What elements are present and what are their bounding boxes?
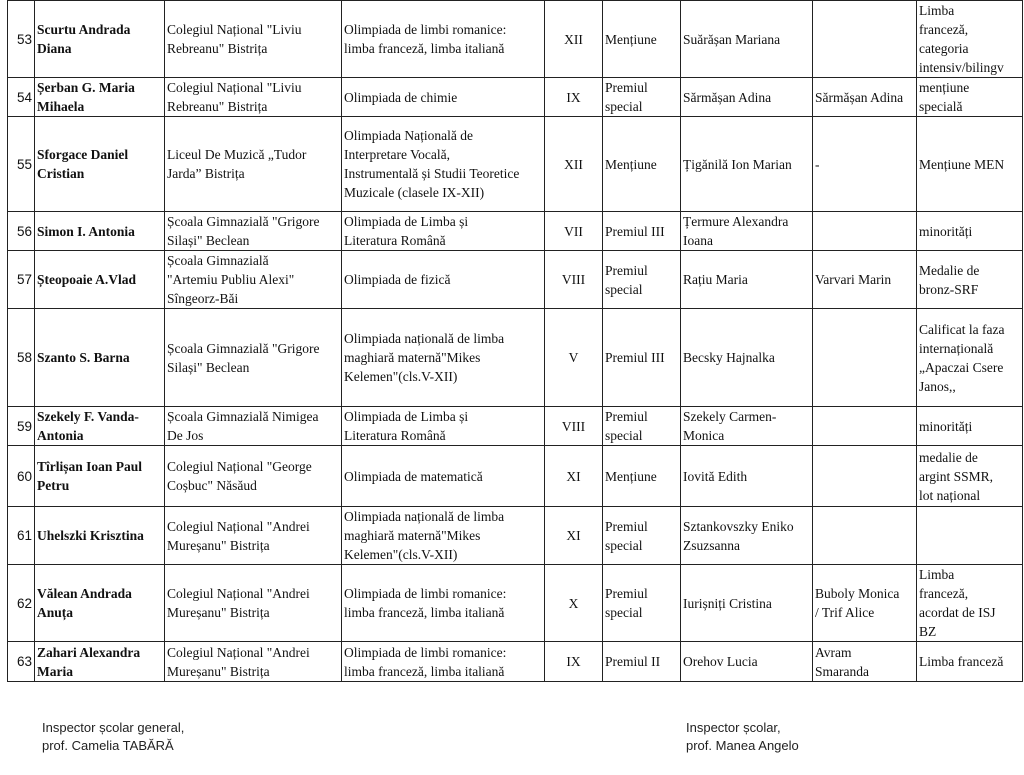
row-number-cell: 54 — [8, 78, 35, 117]
row-number-cell: 60 — [8, 446, 35, 507]
prize-cell: Premiul II — [603, 642, 681, 682]
signature-block-right — [686, 719, 799, 755]
prize-cell: Premiul special — [603, 507, 681, 565]
school-name-cell: Colegiul Național "Andrei Mureșanu" Bistrița — [165, 565, 342, 642]
contest-name-cell: Olimpiada de Limba și Literatura Română — [342, 407, 545, 446]
observations-cell — [917, 507, 1023, 565]
student-name-cell: Szekely F. Vanda- Antonia — [35, 407, 165, 446]
prize-cell: Premiul III — [603, 309, 681, 407]
left-signature-name: prof. Camelia TABĂRĂ — [42, 738, 174, 753]
class-level-cell: VIII — [545, 251, 603, 309]
observations-cell: Medalie de bronz-SRF — [917, 251, 1023, 309]
student-name-cell: Șerban G. Maria Mihaela — [35, 78, 165, 117]
second-teacher-name-cell — [813, 309, 917, 407]
teacher-name-cell: Iovită Edith — [681, 446, 813, 507]
class-level-cell: IX — [545, 78, 603, 117]
contest-name-cell: Olimpiada națională de limba maghiară maternă"Mikes Kelemen"(cls.V-XII) — [342, 309, 545, 407]
school-name-cell: Colegiul Național "Andrei Mureșanu" Bistrița — [165, 642, 342, 682]
teacher-name-cell: Szekely Carmen- Monica — [681, 407, 813, 446]
teacher-name-cell: Sărmășan Adina — [681, 78, 813, 117]
signature-block-left — [42, 719, 184, 755]
right-signature-title: Inspector școlar, — [686, 720, 781, 735]
row-number-cell: 56 — [8, 212, 35, 251]
class-level-cell: XI — [545, 507, 603, 565]
second-teacher-name-cell: Buboly Monica / Trif Alice — [813, 565, 917, 642]
student-name-cell: Szanto S. Barna — [35, 309, 165, 407]
second-teacher-name-cell: - — [813, 117, 917, 212]
class-level-cell: XII — [545, 1, 603, 78]
observations-cell: Limba franceză, categoria intensiv/bilingv — [917, 1, 1023, 78]
class-level-cell: IX — [545, 642, 603, 682]
school-name-cell: Școala Gimnazială Nimigea De Jos — [165, 407, 342, 446]
contest-name-cell: Olimpiada de chimie — [342, 78, 545, 117]
class-level-cell: VIII — [545, 407, 603, 446]
prize-cell: Mențiune — [603, 446, 681, 507]
observations-cell: minorități — [917, 212, 1023, 251]
prize-cell: Premiul special — [603, 251, 681, 309]
second-teacher-name-cell — [813, 212, 917, 251]
student-name-cell: Șteopoaie A.Vlad — [35, 251, 165, 309]
contest-name-cell: Olimpiada de matematică — [342, 446, 545, 507]
table-row — [8, 212, 1023, 251]
table-row — [8, 117, 1023, 212]
right-signature-name: prof. Manea Angelo — [686, 738, 799, 753]
prize-cell: Premiul special — [603, 565, 681, 642]
observations-cell: Mențiune MEN — [917, 117, 1023, 212]
contest-name-cell: Olimpiada de fizică — [342, 251, 545, 309]
student-name-cell: Zahari Alexandra Maria — [35, 642, 165, 682]
class-level-cell: X — [545, 565, 603, 642]
table-row — [8, 642, 1023, 682]
second-teacher-name-cell — [813, 507, 917, 565]
teacher-name-cell: Becsky Hajnalka — [681, 309, 813, 407]
school-name-cell: Școala Gimnazială "Grigore Silași" Beclean — [165, 309, 342, 407]
school-name-cell: Colegiul Național "Liviu Rebreanu" Bistrița — [165, 78, 342, 117]
teacher-name-cell: Sztankovszky Eniko Zsuzsanna — [681, 507, 813, 565]
observations-cell: Calificat la faza internațională „Apaczai Csere Janos,, — [917, 309, 1023, 407]
contest-name-cell: Olimpiada de limbi romanice: limba franceză, limba italiană — [342, 565, 545, 642]
teacher-name-cell: Rațiu Maria — [681, 251, 813, 309]
contest-name-cell: Olimpiada națională de limba maghiară maternă"Mikes Kelemen"(cls.V-XII) — [342, 507, 545, 565]
contest-name-cell: Olimpiada Națională de Interpretare Vocală, Instrumentală și Studii Teoretice Muzicale (clasele IX-XII) — [342, 117, 545, 212]
prize-cell: Premiul III — [603, 212, 681, 251]
second-teacher-name-cell: Sărmășan Adina — [813, 78, 917, 117]
row-number-cell: 55 — [8, 117, 35, 212]
prize-cell: Mențiune — [603, 1, 681, 78]
teacher-name-cell: Țermure Alexandra Ioana — [681, 212, 813, 251]
teacher-name-cell: Țigănilă Ion Marian — [681, 117, 813, 212]
class-level-cell: XII — [545, 117, 603, 212]
observations-cell: medalie de argint SSMR, lot național — [917, 446, 1023, 507]
student-name-cell: Simon I. Antonia — [35, 212, 165, 251]
row-number-cell: 63 — [8, 642, 35, 682]
class-level-cell: V — [545, 309, 603, 407]
teacher-name-cell: Iurișniți Cristina — [681, 565, 813, 642]
second-teacher-name-cell — [813, 407, 917, 446]
school-name-cell: Școala Gimnazială "Grigore Silași" Beclean — [165, 212, 342, 251]
student-name-cell: Scurtu Andrada Diana — [35, 1, 165, 78]
second-teacher-name-cell — [813, 446, 917, 507]
student-name-cell: Sforgace Daniel Cristian — [35, 117, 165, 212]
contest-name-cell: Olimpiada de limbi romanice: limba franceză, limba italiană — [342, 642, 545, 682]
second-teacher-name-cell: Varvari Marin — [813, 251, 917, 309]
school-name-cell: Colegiul Național "George Coșbuc" Năsăud — [165, 446, 342, 507]
school-name-cell: Școala Gimnazială "Artemiu Publiu Alexi" Sîngeorz-Băi — [165, 251, 342, 309]
table-row — [8, 1, 1023, 78]
table-row — [8, 565, 1023, 642]
school-name-cell: Colegiul Național "Andrei Mureșanu" Bistrița — [165, 507, 342, 565]
table-row — [8, 78, 1023, 117]
observations-cell: minorități — [917, 407, 1023, 446]
class-level-cell: XI — [545, 446, 603, 507]
school-name-cell: Liceul De Muzică „Tudor Jarda” Bistrița — [165, 117, 342, 212]
table-row — [8, 507, 1023, 565]
prize-cell: Premiul special — [603, 407, 681, 446]
row-number-cell: 62 — [8, 565, 35, 642]
teacher-name-cell: Orehov Lucia — [681, 642, 813, 682]
table-row — [8, 446, 1023, 507]
left-signature-title: Inspector școlar general, — [42, 720, 185, 735]
observations-cell: mențiune specială — [917, 78, 1023, 117]
second-teacher-name-cell — [813, 1, 917, 78]
class-level-cell: VII — [545, 212, 603, 251]
results-table — [7, 0, 1023, 682]
prize-cell: Mențiune — [603, 117, 681, 212]
row-number-cell: 58 — [8, 309, 35, 407]
observations-cell: Limba franceză, acordat de ISJ BZ — [917, 565, 1023, 642]
student-name-cell: Uhelszki Krisztina — [35, 507, 165, 565]
student-name-cell: Vălean Andrada Anuța — [35, 565, 165, 642]
school-name-cell: Colegiul Național "Liviu Rebreanu" Bistrița — [165, 1, 342, 78]
table-row — [8, 251, 1023, 309]
student-name-cell: Tîrlișan Ioan Paul Petru — [35, 446, 165, 507]
row-number-cell: 53 — [8, 1, 35, 78]
row-number-cell: 57 — [8, 251, 35, 309]
prize-cell: Premiul special — [603, 78, 681, 117]
table-row — [8, 309, 1023, 407]
teacher-name-cell: Suărășan Mariana — [681, 1, 813, 78]
table-row — [8, 407, 1023, 446]
contest-name-cell: Olimpiada de limbi romanice: limba franceză, limba italiană — [342, 1, 545, 78]
second-teacher-name-cell: Avram Smaranda — [813, 642, 917, 682]
observations-cell: Limba franceză — [917, 642, 1023, 682]
row-number-cell: 61 — [8, 507, 35, 565]
contest-name-cell: Olimpiada de Limba și Literatura Română — [342, 212, 545, 251]
row-number-cell: 59 — [8, 407, 35, 446]
